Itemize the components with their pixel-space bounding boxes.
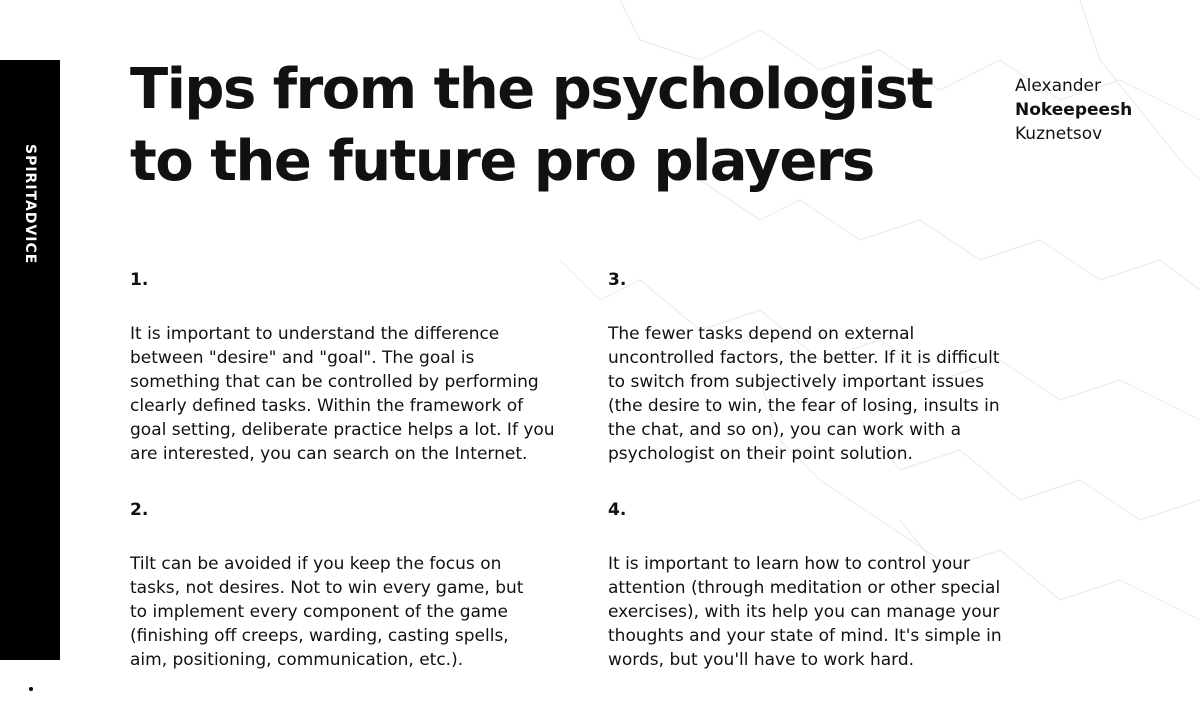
tip-line: It is important to understand the difference (130, 324, 500, 344)
tip-line: (the desire to win, the fear of losing, insults in (608, 396, 1000, 416)
tip-line: exercises), with its help you can manage your (608, 602, 1000, 622)
tip-line: thoughts and your state of mind. It's simple in (608, 626, 1002, 646)
sidebar (0, 60, 60, 660)
tip-4 (608, 498, 1068, 672)
tip-number: 3. (608, 270, 627, 290)
tip-text (130, 322, 590, 466)
tip-line: aim, positioning, communication, etc.). (130, 650, 464, 670)
tip-line: goal setting, deliberate practice helps a lot. If you (130, 420, 555, 440)
tip-line: are interested, you can search on the Internet. (130, 444, 528, 464)
tip-line: tasks, not desires. Not to win every game, but (130, 578, 524, 598)
tip-line: words, but you'll have to work hard. (608, 650, 915, 670)
author-nickname: Nokeepeesh (1015, 100, 1133, 120)
tip-line: the chat, and so on), you can work with a (608, 420, 961, 440)
tip-line: to implement every component of the game (130, 602, 508, 622)
tip-line: psychologist on their point solution. (608, 444, 913, 464)
title-line: Tips from the psychologist (130, 57, 933, 122)
tip-text (130, 552, 590, 672)
tip-text (608, 552, 1068, 672)
author-last-name: Kuznetsov (1015, 124, 1103, 144)
tip-line: It is important to learn how to control your (608, 554, 970, 574)
tip-line: something that can be controlled by performing (130, 372, 539, 392)
tip-line: uncontrolled factors, the better. If it is difficult (608, 348, 1000, 368)
tip-3 (608, 268, 1068, 466)
tip-number: 4. (608, 500, 627, 520)
tip-2 (130, 498, 590, 672)
tip-line: to switch from subjectively important issues (608, 372, 985, 392)
tip-line: clearly defined tasks. Within the framework of (130, 396, 524, 416)
tip-line: The fewer tasks depend on external (608, 324, 915, 344)
author-first-name: Alexander (1015, 76, 1102, 96)
tip-line: attention (through meditation or other special (608, 578, 1001, 598)
tip-number: 1. (130, 270, 149, 290)
tip-line: (finishing off creeps, warding, casting spells, (130, 626, 509, 646)
tip-1 (130, 268, 590, 466)
tip-text (608, 322, 1068, 466)
page-title (130, 54, 970, 198)
title-line: to the future pro players (130, 129, 874, 194)
dragon-head-icon (16, 672, 44, 706)
tip-line: Tilt can be avoided if you keep the focus on (130, 554, 502, 574)
tip-number: 2. (130, 500, 149, 520)
tip-line: between "desire" and "goal". The goal is (130, 348, 475, 368)
author-credit (1015, 74, 1132, 146)
brand-label: SPIRITADVICE (22, 144, 38, 265)
